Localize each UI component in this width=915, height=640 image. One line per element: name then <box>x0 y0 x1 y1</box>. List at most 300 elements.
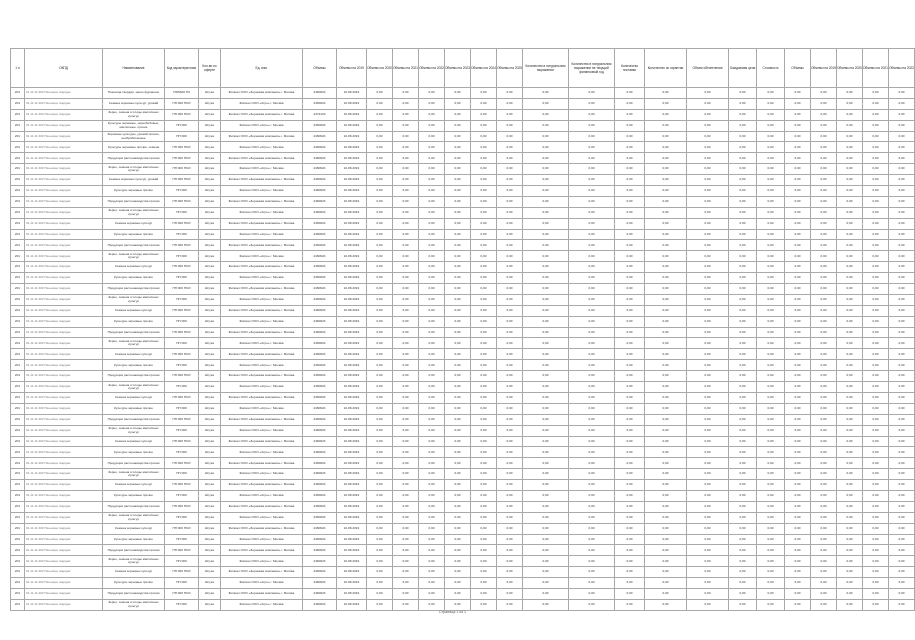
table-cell: 0,00 <box>645 588 687 599</box>
table-cell: 0,00 <box>757 469 785 480</box>
table-cell: Штука <box>199 599 221 610</box>
table-cell: 0,00 <box>445 262 471 273</box>
table-row <box>11 436 915 447</box>
table-cell: 0,00 <box>419 218 445 229</box>
table-cell: 0,00 <box>445 164 471 175</box>
table-cell: 0,00 <box>757 262 785 273</box>
table-cell: 0,00 <box>687 458 729 469</box>
table-cell: 0,00 <box>393 175 419 186</box>
table-cell: Штука <box>199 316 221 327</box>
table-cell: 201 <box>11 501 25 512</box>
table-cell: 2460624 <box>303 316 337 327</box>
table-cell: 10.08.2019 <box>337 349 367 360</box>
table-cell: 0,00 <box>889 218 915 229</box>
column-header: Объемы на 2021 <box>393 49 419 88</box>
table-cell: 2460624 <box>303 131 337 142</box>
table-cell: НП 000 <box>165 338 199 349</box>
table-cell: 2460624 <box>303 338 337 349</box>
table-cell: 201 <box>11 338 25 349</box>
table-cell: 0,00 <box>863 120 889 131</box>
table-cell: 0,00 <box>615 392 645 403</box>
table-cell: 0,00 <box>729 501 757 512</box>
table-cell: 0,00 <box>687 175 729 186</box>
table-cell: 0,00 <box>837 120 863 131</box>
table-cell: 0,00 <box>889 360 915 371</box>
table-cell: 0,00 <box>569 599 615 610</box>
table-cell: 0,00 <box>757 294 785 305</box>
table-cell: 01.11.11.000 Пшеница твердая <box>25 458 103 469</box>
table-cell: 0,00 <box>445 349 471 360</box>
table-cell: 0,00 <box>687 338 729 349</box>
table-cell: 0,00 <box>615 588 645 599</box>
table-cell: Филиал ООО «Зерновая компания» г. Москва <box>221 175 303 186</box>
table-cell: 0,00 <box>757 534 785 545</box>
table-cell: 0,00 <box>523 120 569 131</box>
table-cell: 201 <box>11 175 25 186</box>
table-cell: 0,00 <box>615 327 645 338</box>
table-cell: 0,00 <box>615 175 645 186</box>
table-cell: 0,00 <box>569 360 615 371</box>
table-cell: 0,00 <box>523 480 569 491</box>
table-cell: 0,00 <box>687 305 729 316</box>
table-cell: 0,00 <box>757 392 785 403</box>
table-cell: 0,00 <box>645 153 687 164</box>
table-cell: 0,00 <box>419 338 445 349</box>
table-cell: 2460624 <box>303 447 337 458</box>
table-cell: 01.11.11.000 Пшеница твердая <box>25 512 103 523</box>
table-cell: 0,00 <box>863 534 889 545</box>
table-cell: 0,00 <box>569 556 615 567</box>
table-cell: 0,00 <box>569 480 615 491</box>
table-cell: 0,00 <box>729 131 757 142</box>
table-cell: 0,00 <box>523 338 569 349</box>
table-cell: 0,00 <box>687 164 729 175</box>
table-cell: 0,00 <box>811 556 837 567</box>
table-row <box>11 229 915 240</box>
table-cell: 0,00 <box>785 436 811 447</box>
table-cell: 0,00 <box>811 480 837 491</box>
table-cell: 0,00 <box>863 392 889 403</box>
table-cell: Штука <box>199 273 221 284</box>
table-cell: 10.08.2019 <box>337 175 367 186</box>
table-cell: 0,00 <box>645 599 687 610</box>
table-cell: 0,00 <box>729 207 757 218</box>
table-cell: 0,00 <box>445 360 471 371</box>
table-cell: 0,00 <box>645 186 687 197</box>
table-cell: 0,00 <box>445 186 471 197</box>
table-body <box>11 88 915 611</box>
page-footer: Страница 1 из 1 <box>439 610 466 614</box>
table-cell: 0,00 <box>863 588 889 599</box>
table-row <box>11 414 915 425</box>
table-cell: 0,00 <box>785 501 811 512</box>
table-cell: 01.11.11.000 Пшеница твердая <box>25 480 103 491</box>
table-cell: 0,00 <box>645 403 687 414</box>
table-cell: 0,00 <box>863 294 889 305</box>
table-cell: 0,00 <box>569 469 615 480</box>
table-row <box>11 196 915 207</box>
table-cell: 0,00 <box>863 338 889 349</box>
table-cell: 0,00 <box>863 403 889 414</box>
table-cell: 0,00 <box>687 98 729 109</box>
table-cell: 0,00 <box>811 327 837 338</box>
table-cell: Филиал ООО «Зерновая компания» г. Москва <box>221 153 303 164</box>
table-cell: 0,00 <box>523 240 569 251</box>
table-row <box>11 501 915 512</box>
table-cell: 0,00 <box>889 186 915 197</box>
table-cell: 0,00 <box>471 469 497 480</box>
column-header: Объемы <box>303 49 337 88</box>
table-cell: 0,00 <box>367 371 393 382</box>
table-cell: 0,00 <box>393 98 419 109</box>
table-cell: 0,00 <box>445 469 471 480</box>
table-row <box>11 338 915 349</box>
table-cell: 0,00 <box>445 229 471 240</box>
table-cell: 0,00 <box>645 458 687 469</box>
table-cell: 0,00 <box>889 196 915 207</box>
table-cell: 0,00 <box>523 186 569 197</box>
table-cell: 0,00 <box>645 207 687 218</box>
table-cell: 0,00 <box>837 229 863 240</box>
table-cell: 0,00 <box>863 153 889 164</box>
table-cell: Штука <box>199 164 221 175</box>
table-cell: 0,00 <box>569 98 615 109</box>
table-cell: 0,00 <box>615 316 645 327</box>
table-cell: Филиал ООО «Агро» г. Москва <box>221 273 303 284</box>
table-cell: 0,00 <box>785 88 811 99</box>
table-cell: 0,00 <box>645 120 687 131</box>
table-cell: 0,00 <box>419 142 445 153</box>
table-cell: Штука <box>199 567 221 578</box>
table-cell: 0,00 <box>615 567 645 578</box>
table-cell: НП 000 <box>165 512 199 523</box>
table-cell: 0,00 <box>569 120 615 131</box>
table-cell: 0,00 <box>497 425 523 436</box>
table-cell: 0,00 <box>889 284 915 295</box>
table-cell: 0,00 <box>729 523 757 534</box>
table-cell: 201 <box>11 186 25 197</box>
table-cell: НП 000 ПСИ <box>165 327 199 338</box>
table-cell: 0,00 <box>785 153 811 164</box>
table-cell: 01.11.11.000 Пшеница твердая <box>25 229 103 240</box>
table-cell: 201 <box>11 382 25 393</box>
table-cell: 0,00 <box>645 556 687 567</box>
table-cell: 0,00 <box>393 142 419 153</box>
table-cell: 0,00 <box>785 164 811 175</box>
column-header: Количество по гарантии <box>645 49 687 88</box>
column-header: Объем обеспечения <box>687 49 729 88</box>
table-cell: 0,00 <box>837 186 863 197</box>
table-cell: НП 000 <box>165 186 199 197</box>
table-row <box>11 98 915 109</box>
table-cell: 0,00 <box>393 425 419 436</box>
table-cell: 0,00 <box>863 88 889 99</box>
table-cell: Филиал ООО «Агро» г. Москва <box>221 360 303 371</box>
table-cell: 0,00 <box>687 153 729 164</box>
table-cell: 0,00 <box>367 175 393 186</box>
table-cell: 0,00 <box>471 414 497 425</box>
table-cell: 0,00 <box>757 512 785 523</box>
table-cell: 0,00 <box>393 316 419 327</box>
table-cell: 0,00 <box>785 120 811 131</box>
table-cell: Культуры зерновые прочие <box>103 186 165 197</box>
table-cell: 2460624 <box>303 360 337 371</box>
table-cell: 201 <box>11 523 25 534</box>
table-cell: 0,00 <box>687 131 729 142</box>
table-cell: 0,00 <box>687 88 729 99</box>
table-cell: 0,00 <box>687 501 729 512</box>
table-cell: 10.08.2019 <box>337 327 367 338</box>
table-row <box>11 599 915 610</box>
table-cell: 0,00 <box>497 469 523 480</box>
table-cell: 10.08.2019 <box>337 469 367 480</box>
table-cell: 0,00 <box>393 578 419 589</box>
table-cell: 0,00 <box>569 545 615 556</box>
table-cell: 0,00 <box>523 501 569 512</box>
table-cell: 0,00 <box>471 98 497 109</box>
table-cell: 01.11.11.000 Пшеница твердая <box>25 436 103 447</box>
table-cell: 0,00 <box>367 120 393 131</box>
table-cell: 0,00 <box>837 153 863 164</box>
table-cell: 0,00 <box>757 175 785 186</box>
table-cell: 0,00 <box>837 436 863 447</box>
table-cell: 10.08.2019 <box>337 545 367 556</box>
table-cell: 0,00 <box>615 251 645 262</box>
table-cell: 201 <box>11 229 25 240</box>
table-cell: 0,00 <box>757 447 785 458</box>
table-cell: 0,00 <box>889 469 915 480</box>
table-cell: 0,00 <box>729 305 757 316</box>
table-cell: 0,00 <box>785 273 811 284</box>
table-cell: 0,00 <box>615 338 645 349</box>
table-cell: 0,00 <box>471 175 497 186</box>
table-cell: НП 000 <box>165 534 199 545</box>
table-cell: 0,00 <box>615 273 645 284</box>
table-cell: 0,00 <box>393 109 419 120</box>
table-cell: 0,00 <box>889 523 915 534</box>
table-cell: 2460624 <box>303 262 337 273</box>
table-cell: 0,00 <box>785 469 811 480</box>
table-cell: Филиал ООО «Зерновая компания» г. Москва <box>221 523 303 534</box>
table-cell: 0,00 <box>471 305 497 316</box>
table-cell: 0,00 <box>497 207 523 218</box>
table-cell: 0,00 <box>471 392 497 403</box>
table-cell: 0,00 <box>569 349 615 360</box>
table-cell: 0,00 <box>863 425 889 436</box>
table-cell: 2460624 <box>303 349 337 360</box>
table-cell: 0,00 <box>497 338 523 349</box>
table-cell: 0,00 <box>471 327 497 338</box>
table-cell: Штука <box>199 196 221 207</box>
table-cell: 0,00 <box>785 403 811 414</box>
table-cell: 0,00 <box>687 403 729 414</box>
table-cell: 201 <box>11 371 25 382</box>
table-cell: 0,00 <box>687 523 729 534</box>
table-cell: 0,00 <box>645 142 687 153</box>
table-cell: 10.08.2019 <box>337 229 367 240</box>
table-cell: 0,00 <box>837 512 863 523</box>
table-cell: 0,00 <box>471 458 497 469</box>
table-cell: 0,00 <box>471 578 497 589</box>
table-row <box>11 360 915 371</box>
table-cell: 0,00 <box>785 109 811 120</box>
table-cell: 01.11.11.000 Пшеница твердая <box>25 556 103 567</box>
table-row <box>11 142 915 153</box>
table-cell: Штука <box>199 480 221 491</box>
table-cell: 0,00 <box>729 436 757 447</box>
table-cell: 0,00 <box>615 371 645 382</box>
table-cell: Штука <box>199 349 221 360</box>
table-cell: 0,00 <box>645 284 687 295</box>
table-cell: 0,00 <box>889 458 915 469</box>
table-cell: 0,00 <box>687 207 729 218</box>
table-cell: 0,00 <box>785 316 811 327</box>
table-cell: Филиал ООО «Агро» г. Москва <box>221 338 303 349</box>
table-cell: 0,00 <box>811 88 837 99</box>
table-cell: Штука <box>199 425 221 436</box>
table-cell: 2460624 <box>303 196 337 207</box>
table-cell: Семена зерновых культур <box>103 262 165 273</box>
table-cell: 0,00 <box>645 392 687 403</box>
table-cell: 0,00 <box>785 458 811 469</box>
table-cell: 0,00 <box>367 262 393 273</box>
table-cell: 0,00 <box>757 218 785 229</box>
table-cell: 0,00 <box>863 262 889 273</box>
table-cell: 0,00 <box>497 480 523 491</box>
table-cell: 0,00 <box>523 360 569 371</box>
table-cell: 01.11.11.000 Пшеница твердая <box>25 588 103 599</box>
table-cell: 10.08.2019 <box>337 523 367 534</box>
table-cell: 0,00 <box>729 425 757 436</box>
table-cell: 0,00 <box>687 251 729 262</box>
table-cell: 0,00 <box>785 480 811 491</box>
table-cell: 0,00 <box>785 523 811 534</box>
table-cell: 0,00 <box>523 382 569 393</box>
table-cell: 10.08.2019 <box>337 120 367 131</box>
table-cell: 2460624 <box>303 523 337 534</box>
table-cell: 0,00 <box>569 294 615 305</box>
table-cell: 0,00 <box>811 392 837 403</box>
table-cell: 0,00 <box>889 545 915 556</box>
table-cell: 201 <box>11 414 25 425</box>
table-row <box>11 240 915 251</box>
table-cell: 0,00 <box>785 425 811 436</box>
table-cell: 0,00 <box>757 382 785 393</box>
table-cell: 0,00 <box>729 447 757 458</box>
table-cell: 0,00 <box>393 360 419 371</box>
table-cell: 01.11.11.000 Пшеница твердая <box>25 207 103 218</box>
table-cell: 0,00 <box>419 186 445 197</box>
table-cell: 0,00 <box>757 371 785 382</box>
table-cell: 0,00 <box>569 338 615 349</box>
table-cell: 0,00 <box>615 109 645 120</box>
table-cell: 0,00 <box>837 578 863 589</box>
table-cell: 0,00 <box>471 382 497 393</box>
table-cell: 10.08.2019 <box>337 403 367 414</box>
table-cell: 0,00 <box>863 240 889 251</box>
table-row <box>11 262 915 273</box>
table-cell: 0,00 <box>811 153 837 164</box>
table-cell: 0,00 <box>729 186 757 197</box>
table-cell: Штука <box>199 403 221 414</box>
table-cell: 0,00 <box>811 523 837 534</box>
table-cell: 0,00 <box>615 382 645 393</box>
table-cell: 0,00 <box>569 142 615 153</box>
table-cell: 0,00 <box>393 447 419 458</box>
table-cell: 0,00 <box>757 98 785 109</box>
table-cell: 0,00 <box>757 229 785 240</box>
table-cell: 0,00 <box>393 534 419 545</box>
table-cell: 0,00 <box>497 327 523 338</box>
table-cell: 0,00 <box>367 153 393 164</box>
table-cell: 0,00 <box>497 567 523 578</box>
table-cell: 0,00 <box>419 229 445 240</box>
table-cell: 0,00 <box>811 284 837 295</box>
table-cell: 2460624 <box>303 251 337 262</box>
table-cell: 0,00 <box>645 349 687 360</box>
table-cell: 0,00 <box>889 512 915 523</box>
table-cell: 01.11.11.000 Пшеница твердая <box>25 109 103 120</box>
table-cell: 0,00 <box>569 392 615 403</box>
table-cell: 0,00 <box>615 512 645 523</box>
table-cell: 0,00 <box>729 403 757 414</box>
table-row <box>11 469 915 480</box>
table-cell: 0,00 <box>889 251 915 262</box>
table-cell: 201 <box>11 109 25 120</box>
table-cell: Продукция растениеводства прочая <box>103 501 165 512</box>
table-cell: 0,00 <box>863 578 889 589</box>
table-cell: 0,00 <box>471 164 497 175</box>
table-cell: 0,00 <box>523 273 569 284</box>
table-cell: 201 <box>11 469 25 480</box>
table-cell: 0,00 <box>497 578 523 589</box>
table-cell: 0,00 <box>729 490 757 501</box>
table-cell: Филиал ООО «Агро» г. Москва <box>221 599 303 610</box>
table-cell: 0,00 <box>419 240 445 251</box>
table-cell: 0,00 <box>687 109 729 120</box>
table-cell: 0,00 <box>367 392 393 403</box>
table-cell: 0,00 <box>497 251 523 262</box>
table-cell: 0,00 <box>471 229 497 240</box>
table-cell: 2460624 <box>303 567 337 578</box>
table-cell: 0,00 <box>811 98 837 109</box>
table-cell: 0,00 <box>811 567 837 578</box>
table-cell: 0,00 <box>889 316 915 327</box>
table-cell: 0,00 <box>419 523 445 534</box>
table-cell: 0,00 <box>889 588 915 599</box>
table-cell: 0,00 <box>889 120 915 131</box>
table-row <box>11 284 915 295</box>
table-cell: Продукция растениеводства прочая <box>103 240 165 251</box>
column-header: Объемы на 2021 <box>863 49 889 88</box>
table-cell: 0,00 <box>785 175 811 186</box>
table-cell: 0,00 <box>393 458 419 469</box>
table-cell: 0,00 <box>471 251 497 262</box>
table-cell: 0,00 <box>615 218 645 229</box>
table-cell: Штука <box>199 556 221 567</box>
table-cell: Филиал ООО «Агро» г. Москва <box>221 534 303 545</box>
column-header: Объемы на 2025 <box>497 49 523 88</box>
table-row <box>11 556 915 567</box>
table-cell: 0,00 <box>785 131 811 142</box>
table-cell: НП 000 ПСИ <box>165 305 199 316</box>
table-cell: 0,00 <box>811 251 837 262</box>
table-cell: 0,00 <box>471 218 497 229</box>
table-cell: 0,00 <box>811 403 837 414</box>
table-cell: 0,00 <box>497 186 523 197</box>
table-cell: 0,00 <box>419 545 445 556</box>
table-cell: 01.11.11.000 Пшеница твердая <box>25 338 103 349</box>
